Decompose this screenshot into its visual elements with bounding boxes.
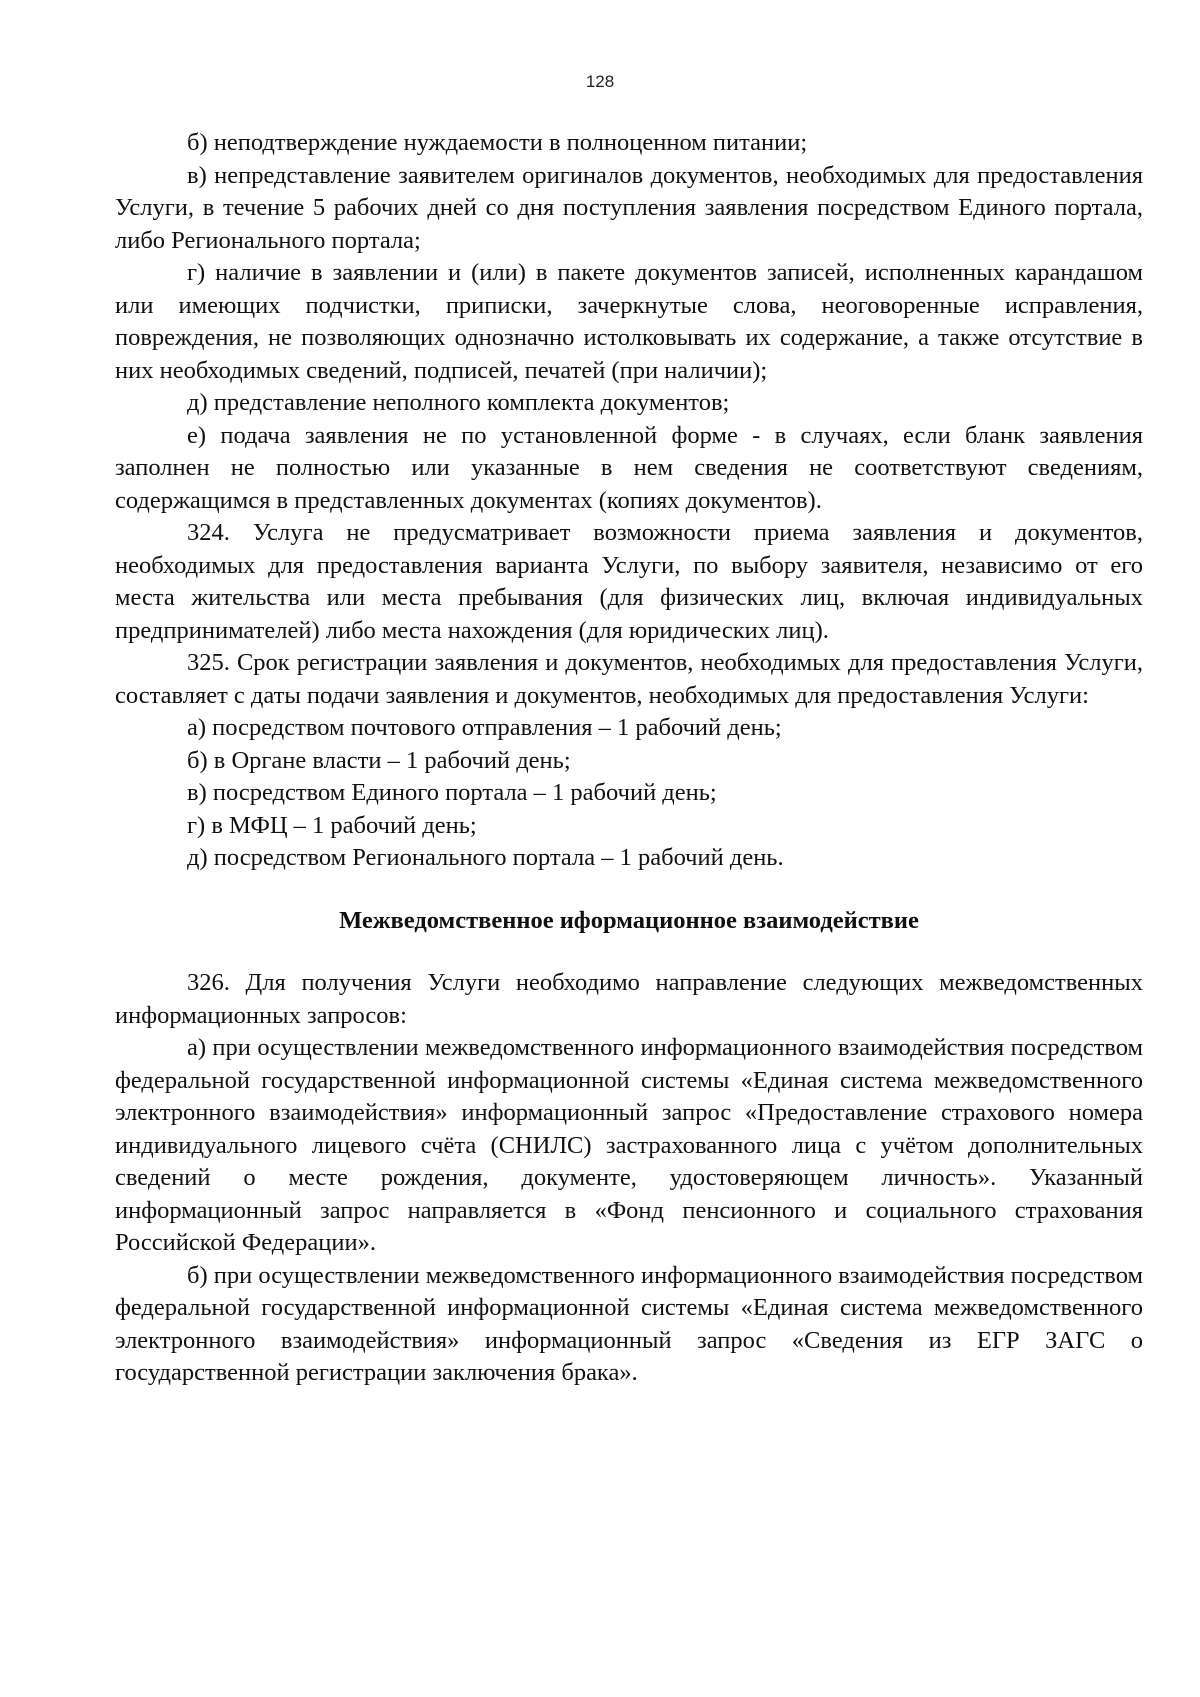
paragraph-d-incomplete: д) представление неполного комплекта документов; — [187, 389, 730, 416]
document-body — [115, 127, 1143, 1390]
paragraph-e-form: е) подача заявления не по установленной форме - в случаях, если бланк заявления заполнен не полностью или указанные в нем сведения не соответствуют сведениям, содержащимся в представленных документах (копиях документов). — [115, 421, 1143, 514]
paragraph-325: 325. Срок регистрации заявления и документов, необходимых для предоставления Услуги, составляет с даты подачи заявления и документов, необходимых для предоставления Услуги: — [115, 649, 1143, 709]
page-number: 128 — [585, 72, 615, 91]
list-item-unified-portal: в) посредством Единого портала – 1 рабочий день; — [187, 779, 717, 806]
paragraph-324: 324. Услуга не предусматривает возможности приема заявления и документов, необходимых для предоставления варианта Услуги, по выбору заявителя, независимо от его места жительства или места пребывания (для физических лиц, включая индивидуальных предпринимателей) либо места нахождения (для юридических лиц). — [115, 519, 1143, 644]
list-item-mfc: г) в МФЦ – 1 рабочий день; — [187, 811, 477, 839]
list-item-regional-portal: д) посредством Регионального портала – 1 рабочий день. — [187, 844, 784, 871]
section-heading: Межведомственное иформационное взаимодействие — [339, 906, 919, 934]
paragraph-326: 326. Для получения Услуги необходимо направление следующих межведомственных информационных запросов: — [115, 969, 1143, 1029]
paragraph-v-originals: в) непредставление заявителем оригиналов документов, необходимых для предоставления Услуги, в течение 5 рабочих дней со дня поступления заявления посредством Единого портала, либо Регионального портала; — [115, 161, 1143, 254]
paragraph-326-a: а) при осуществлении межведомственного информационного взаимодействия посредством федеральной государственной информационной системы «Единая система межведомственного электронного взаимодействия» информационный запрос «Предоставление страхового номера индивидуального лицевого счёта (СНИЛС) застрахованного лица с учётом дополнительных сведений о месте рождения, документе, удостоверяющем личность». Указанный информационный запрос направляется в «Фонд пенсионного и социального страхования Российской Федерации». — [115, 1034, 1143, 1256]
paragraph-326-b: б) при осуществлении межведомственного информационного взаимодействия посредством федеральной государственной информационной системы «Единая система межведомственного электронного взаимодействия» информационный запрос «Сведения из ЕГР ЗАГС о государственной регистрации заключения брака». — [115, 1261, 1143, 1386]
paragraph-g-corrections: г) наличие в заявлении и (или) в пакете документов записей, исполненных карандашом или имеющих подчистки, приписки, зачеркнутые слова, неоговоренные исправления, повреждения, не позволяющих однозначно истолковывать их содержание, а также отсутствие в них необходимых сведений, подписей, печатей (при наличии); — [115, 259, 1143, 384]
list-item-postal: а) посредством почтового отправления – 1 рабочий день; — [187, 714, 782, 741]
list-item-authority: б) в Органе власти – 1 рабочий день; — [187, 746, 571, 774]
paragraph-b-nonconfirmation: б) неподтверждение нуждаемости в полноценном питании; — [187, 129, 808, 156]
